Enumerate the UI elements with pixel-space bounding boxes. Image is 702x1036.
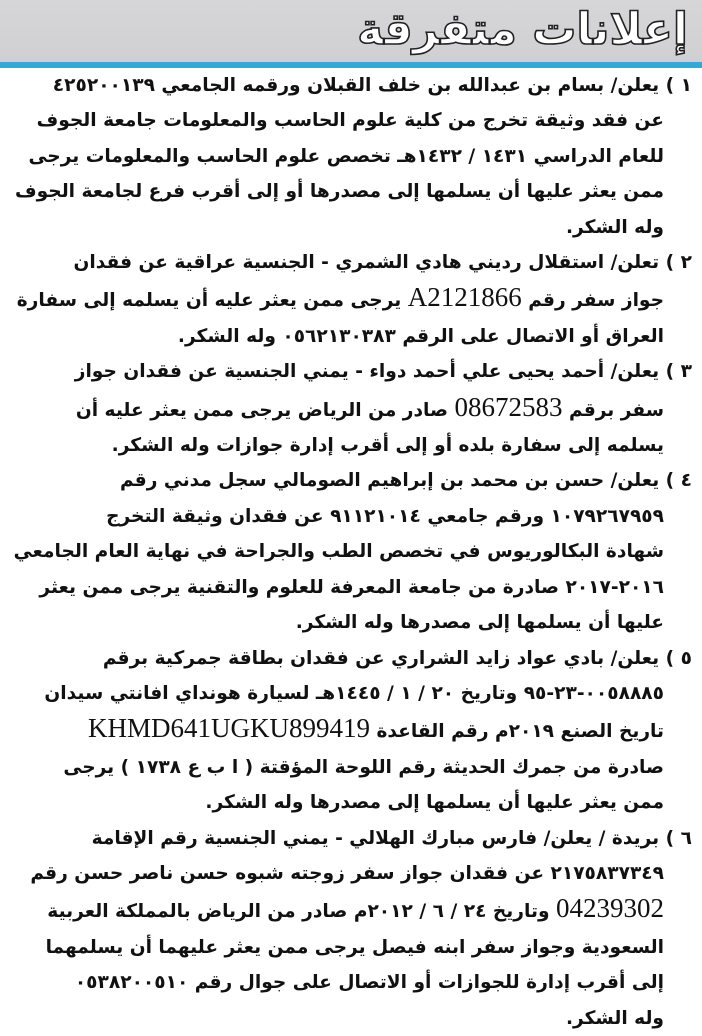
ad-number: ١ ) bbox=[665, 75, 692, 96]
chassis-number: KHMD641UGKU899419 bbox=[87, 713, 370, 744]
ad-text: للعام الدراسي ١٤٣١ / ١٤٣٢هـ تخصص علوم الحاسب والمعلومات يرجى bbox=[28, 145, 664, 167]
ad-text: ١٠٧٩٢٦٧٩٥٩ ورقم جامعي ٩١١٢١٠١٤ عن فقدان وثيقة التخرج bbox=[106, 505, 664, 527]
ad-text: ممن يعثر عليها أن يسلمها إلى مصدرها أو إلى أقرب فرع لجامعة الجوف bbox=[15, 181, 664, 203]
ad-number: ٤ ) bbox=[665, 470, 692, 492]
ad-text: عن فقد وثيقة تخرج من كلية علوم الحاسب والمعلومات جامعة الجوف bbox=[36, 110, 664, 132]
ad-text: إلى أقرب إدارة للجوازات أو الاتصال على جوال رقم ٠٥٣٨٢٠٠٥١٠ bbox=[74, 972, 664, 994]
passport-number: 08672583 bbox=[454, 391, 563, 422]
ad-item-5 bbox=[8, 641, 692, 821]
ad-item-6 bbox=[8, 821, 692, 1036]
ad-text: يعلن/ بسام بن عبدالله بن خلف القبلان ورقمه الجامعي ٤٢٥٢٠٠١٣٩ bbox=[52, 75, 660, 96]
passport-number: A2121866 bbox=[407, 282, 522, 313]
ad-item-2 bbox=[8, 245, 692, 354]
ad-text: العراق أو الاتصال على الرقم ٠٥٦٢١٣٠٣٨٣ وله الشكر. bbox=[177, 325, 664, 347]
section-header bbox=[0, 0, 702, 62]
ad-text: تعلن/ استقلال رديني هادي الشمري - الجنسية عراقية عن فقدان bbox=[73, 252, 660, 274]
ad-text: شهادة البكالوريوس في تخصص الطب والجراحة في نهاية العام الجامعي bbox=[13, 541, 664, 563]
ad-number: ٢ ) bbox=[665, 252, 692, 274]
ad-text: يسلمه إلى سفارة بلده أو إلى أقرب إدارة جوازات وله الشكر. bbox=[111, 435, 664, 457]
ad-text: يعلن/ أحمد يحيى علي أحمد دواء - يمني الجنسية عن فقدان جواز bbox=[74, 361, 660, 383]
ad-text: عليها أن يسلمها إلى مصدرها وله الشكر. bbox=[295, 612, 664, 634]
ad-text: يعلن/ بادي عواد زايد الشراري عن فقدان بطاقة جمركية برقم bbox=[102, 647, 660, 669]
ad-item-4 bbox=[8, 463, 692, 640]
ad-text: بريدة / يعلن/ فارس مبارك الهلالي - يمني الجنسية رقم الإقامة bbox=[91, 827, 660, 849]
ad-text: ٠٠٥٨٨٨٥-٢٣-٩٥ وتاريخ ٢٠ / ١ / ١٤٤٥هـ لسيارة هونداي افانتي سيدان bbox=[44, 682, 664, 704]
ad-text: جواز سفر رقم bbox=[528, 290, 664, 312]
ad-text: وله الشكر. bbox=[565, 216, 664, 238]
ad-text: صادر من الرياض يرجى ممن يعثر عليه أن bbox=[75, 399, 449, 421]
ad-text: تاريخ الصنع ٢٠١٩م رقم القاعدة bbox=[376, 721, 664, 743]
ad-item-1 bbox=[8, 68, 692, 245]
ad-text: صادرة من جمرك الحديثة رقم اللوحة المؤقتة ( ا ب ع ١٧٣٨ ) يرجى bbox=[63, 756, 664, 778]
ad-text: يرجى ممن يعثر عليه أن يسلمه إلى سفارة bbox=[16, 290, 402, 312]
classified-ads-list bbox=[8, 68, 692, 1036]
passport-number: 04239302 bbox=[556, 893, 664, 924]
ad-text: السعودية وجواز سفر ابنه فيصل يرجى ممن يعثر عليهما أن يسلمهما bbox=[45, 936, 664, 958]
ad-text: سفر برقم bbox=[568, 399, 664, 421]
ad-item-3 bbox=[8, 354, 692, 463]
ad-number: ٥ ) bbox=[665, 647, 692, 669]
section-title: إعلانات متفرقة bbox=[357, 4, 688, 55]
ad-text: ٢٠١٦-٢٠١٧ صادرة من جامعة المعرفة للعلوم والتقنية يرجى ممن يعثر bbox=[39, 576, 664, 598]
ad-text: ممن يعثر عليها أن يسلمها إلى مصدرها وله الشكر. bbox=[205, 792, 664, 814]
ad-number: ٣ ) bbox=[665, 361, 692, 383]
ad-text: وله الشكر. bbox=[565, 1007, 664, 1029]
ad-text: يعلن/ حسن بن محمد بن إبراهيم الصومالي سجل مدني رقم bbox=[119, 470, 660, 492]
ad-number: ٦ ) bbox=[665, 827, 692, 849]
ad-text: وتاريخ ٢٤ / ٦ / ٢٠١٢م صادر من الرياض بالمملكة العربية bbox=[47, 901, 550, 923]
ad-text: ٢١٧٥٨٣٧٣٤٩ عن فقدان جواز سفر زوجته شبوه حسن ناصر حسن رقم bbox=[30, 862, 664, 884]
